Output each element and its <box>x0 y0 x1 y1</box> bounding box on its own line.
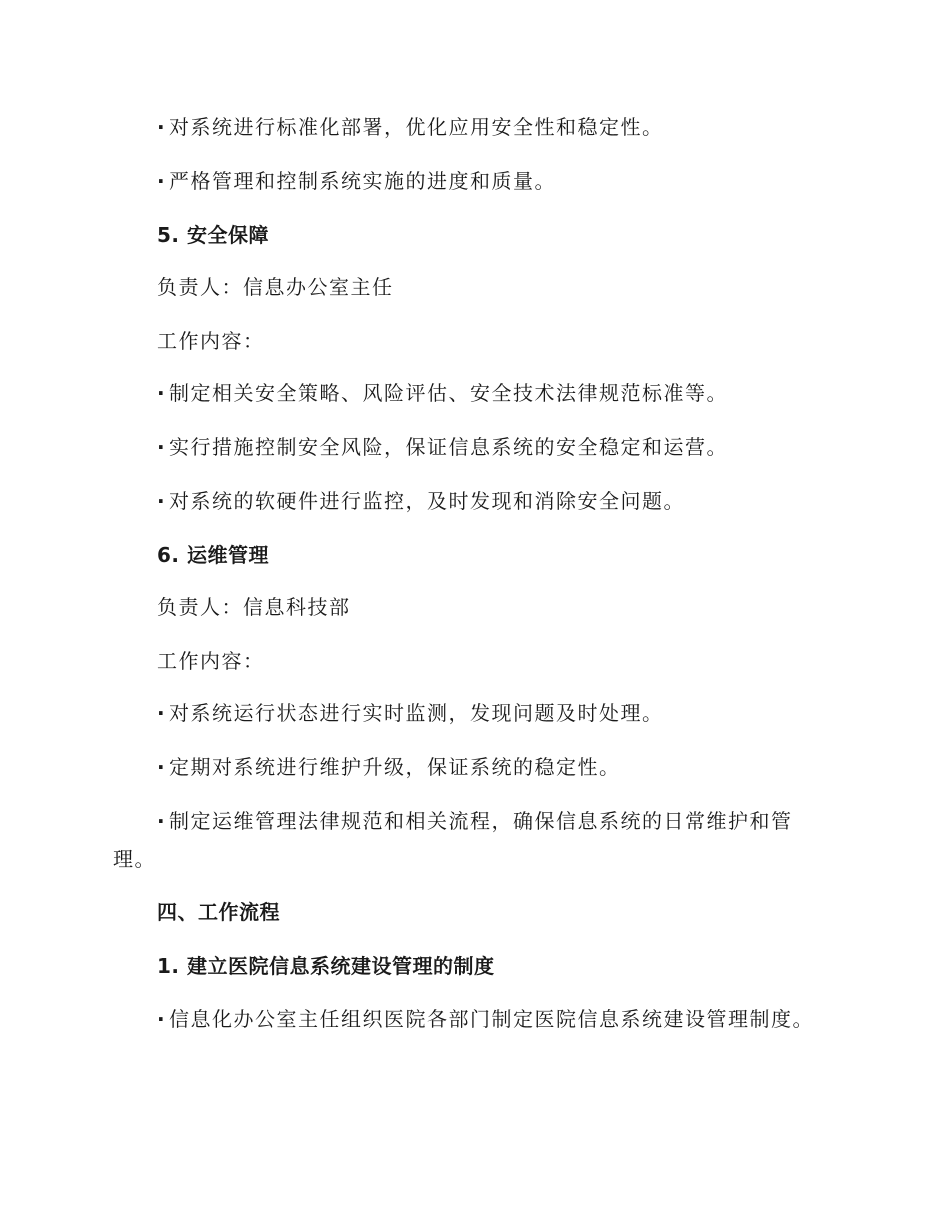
section-heading-management-system: 1. 建立医院信息系统建设管理的制度 <box>157 954 495 978</box>
bullet-text: 定期对系统进行维护升级，保证系统的稳定性。 <box>169 755 621 779</box>
bullet-marker: · <box>157 489 167 513</box>
section-heading-ops: 6. 运维管理 <box>157 543 269 567</box>
bullet-item-ops-regulations <box>157 807 837 835</box>
bullet-text: 对系统的软硬件进行监控，及时发现和消除安全问题。 <box>169 489 685 513</box>
bullet-text: 制定运维管理法律规范和相关流程，确保信息系统的日常维护和管 <box>169 809 793 833</box>
bullet-marker: · <box>157 755 167 779</box>
bullet-text: 对系统运行状态进行实时监测，发现问题及时处理。 <box>169 701 664 725</box>
bullet-item-risk-control <box>157 433 837 461</box>
section-heading-security: 5. 安全保障 <box>157 223 269 247</box>
bullet-marker: · <box>157 809 167 833</box>
bullet-marker: · <box>157 435 167 459</box>
bullet-marker: · <box>157 115 167 139</box>
bullet-text: 实行措施控制安全风险，保证信息系统的安全稳定和运营。 <box>169 435 728 459</box>
bullet-marker: · <box>157 701 167 725</box>
chapter-heading-workflow: 四、工作流程 <box>157 900 280 924</box>
bullet-text: 严格管理和控制系统实施的进度和质量。 <box>169 169 556 193</box>
responsible-person-security: 负责人：信息办公室主任 <box>157 275 394 299</box>
bullet-item-maintenance <box>157 753 837 781</box>
bullet-marker: · <box>157 381 167 405</box>
bullet-item-realtime-monitor <box>157 699 837 727</box>
work-content-label: 工作内容： <box>157 649 265 673</box>
bullet-item-standard-deploy <box>157 113 837 141</box>
bullet-marker: · <box>157 1007 167 1031</box>
bullet-item-monitoring <box>157 487 837 515</box>
bullet-marker: · <box>157 169 167 193</box>
bullet-item-ops-regulations-continuation: 理。 <box>113 847 156 871</box>
responsible-person-ops: 负责人：信息科技部 <box>157 595 351 619</box>
bullet-text: 制定相关安全策略、风险评估、安全技术法律规范标准等。 <box>169 381 728 405</box>
work-content-label: 工作内容： <box>157 329 265 353</box>
bullet-item-security-policy <box>157 379 837 407</box>
bullet-text: 信息化办公室主任组织医院各部门制定医院信息系统建设管理制度。 <box>169 1007 814 1031</box>
bullet-item-progress-quality <box>157 167 837 195</box>
bullet-item-organize-departments <box>157 1005 837 1033</box>
bullet-text: 对系统进行标准化部署，优化应用安全性和稳定性。 <box>169 115 664 139</box>
